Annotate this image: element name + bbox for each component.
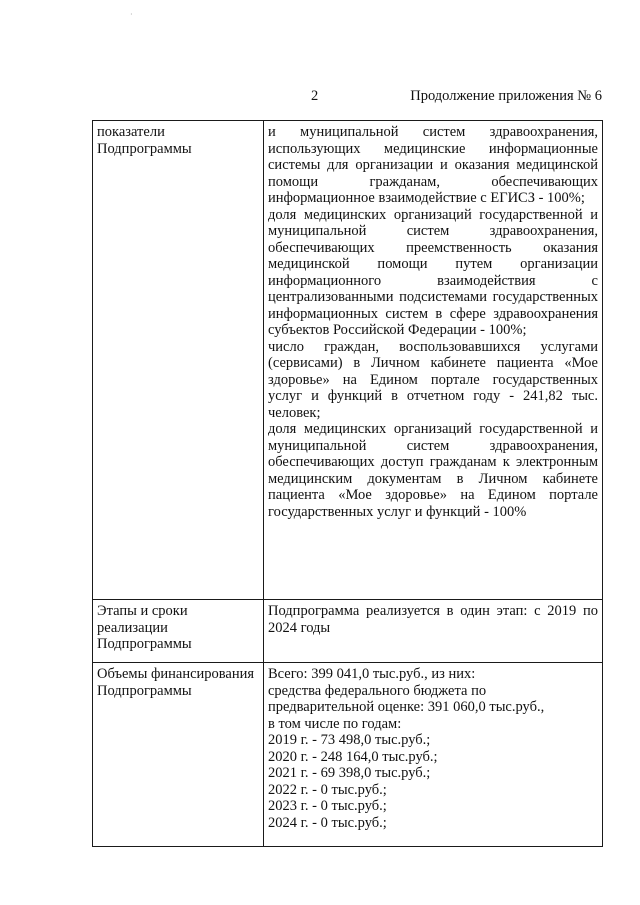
row-label-indicators bbox=[93, 121, 264, 600]
page-number: 2 bbox=[311, 88, 319, 104]
row-label-line: Объемы финансирования bbox=[97, 666, 255, 682]
funding-source-line: средства федерального бюджета по bbox=[268, 682, 487, 699]
table-row-funding bbox=[93, 663, 603, 847]
row-label-line: реализации bbox=[97, 619, 168, 636]
row-label-stages bbox=[93, 600, 264, 663]
row-label-funding bbox=[93, 663, 264, 847]
funding-year-line: 2022 г. - 0 тыс.руб.; bbox=[268, 781, 387, 798]
funding-by-year-heading: в том числе по годам: bbox=[268, 715, 402, 732]
table-row-indicators bbox=[93, 121, 603, 600]
row-label-line: Подпрограммы bbox=[97, 682, 192, 699]
indicator-paragraph: доля медицинских организаций государственной и муниципальной систем здравоохранения, обеспечивающих преемственность оказания медицинской помощи путем организации информационного взаимодействия с централизованными подсистемами государственных информационных систем в сфере здравоохранения субъектов Российской Федерации - 100%; bbox=[268, 206, 598, 338]
funding-year-line: 2020 г. - 248 164,0 тыс.руб.; bbox=[268, 748, 438, 765]
scan-speck: · bbox=[130, 10, 133, 19]
funding-total-line: Всего: 399 041,0 тыс.руб., из них: bbox=[268, 666, 476, 682]
row-label-line: показатели bbox=[97, 124, 165, 140]
indicator-paragraph: и муниципальной систем здравоохранения, использующих медицинские информационные системы для организации и оказания медицинской помощи гражданам, обеспечивающих информационное взаимодействие с ЕГИСЗ - 100%; bbox=[268, 124, 598, 206]
indicator-paragraph: число граждан, воспользовавшихся услугами (сервисами) в Личном кабинете пациента «Мое здоровье» на Едином портале государственных услуг и функций в отчетном году - 241,82 тыс. человек; bbox=[268, 338, 598, 421]
row-label-line: Подпрограммы bbox=[97, 140, 192, 157]
row-content-funding bbox=[264, 663, 603, 847]
funding-year-line: 2023 г. - 0 тыс.руб.; bbox=[268, 798, 387, 814]
row-content-stages bbox=[264, 600, 603, 663]
funding-year-line: 2019 г. - 73 498,0 тыс.руб.; bbox=[268, 732, 431, 748]
table-row-stages bbox=[93, 600, 603, 663]
funding-estimate-line: предварительной оценке: 391 060,0 тыс.руб., bbox=[268, 699, 545, 715]
subprogram-passport-table bbox=[92, 120, 603, 847]
row-label-line: Этапы и сроки bbox=[97, 603, 188, 619]
indicator-paragraph: доля медицинских организаций государственной и муниципальной систем здравоохранения, обеспечивающих доступ гражданам к электронным медицинским документам в Личном кабинете пациента «Мое здоровье» на Едином портале государственных услуг и функций - 100% bbox=[268, 421, 598, 520]
appendix-continuation-note: Продолжение приложения № 6 bbox=[410, 88, 602, 104]
funding-year-line: 2024 г. - 0 тыс.руб.; bbox=[268, 814, 387, 831]
funding-year-line: 2021 г. - 69 398,0 тыс.руб.; bbox=[268, 765, 431, 781]
row-label-line: Подпрограммы bbox=[97, 636, 192, 652]
stages-paragraph: Подпрограмма реализуется в один этап: с 2019 по 2024 годы bbox=[268, 603, 598, 636]
row-content-indicators bbox=[264, 121, 603, 600]
